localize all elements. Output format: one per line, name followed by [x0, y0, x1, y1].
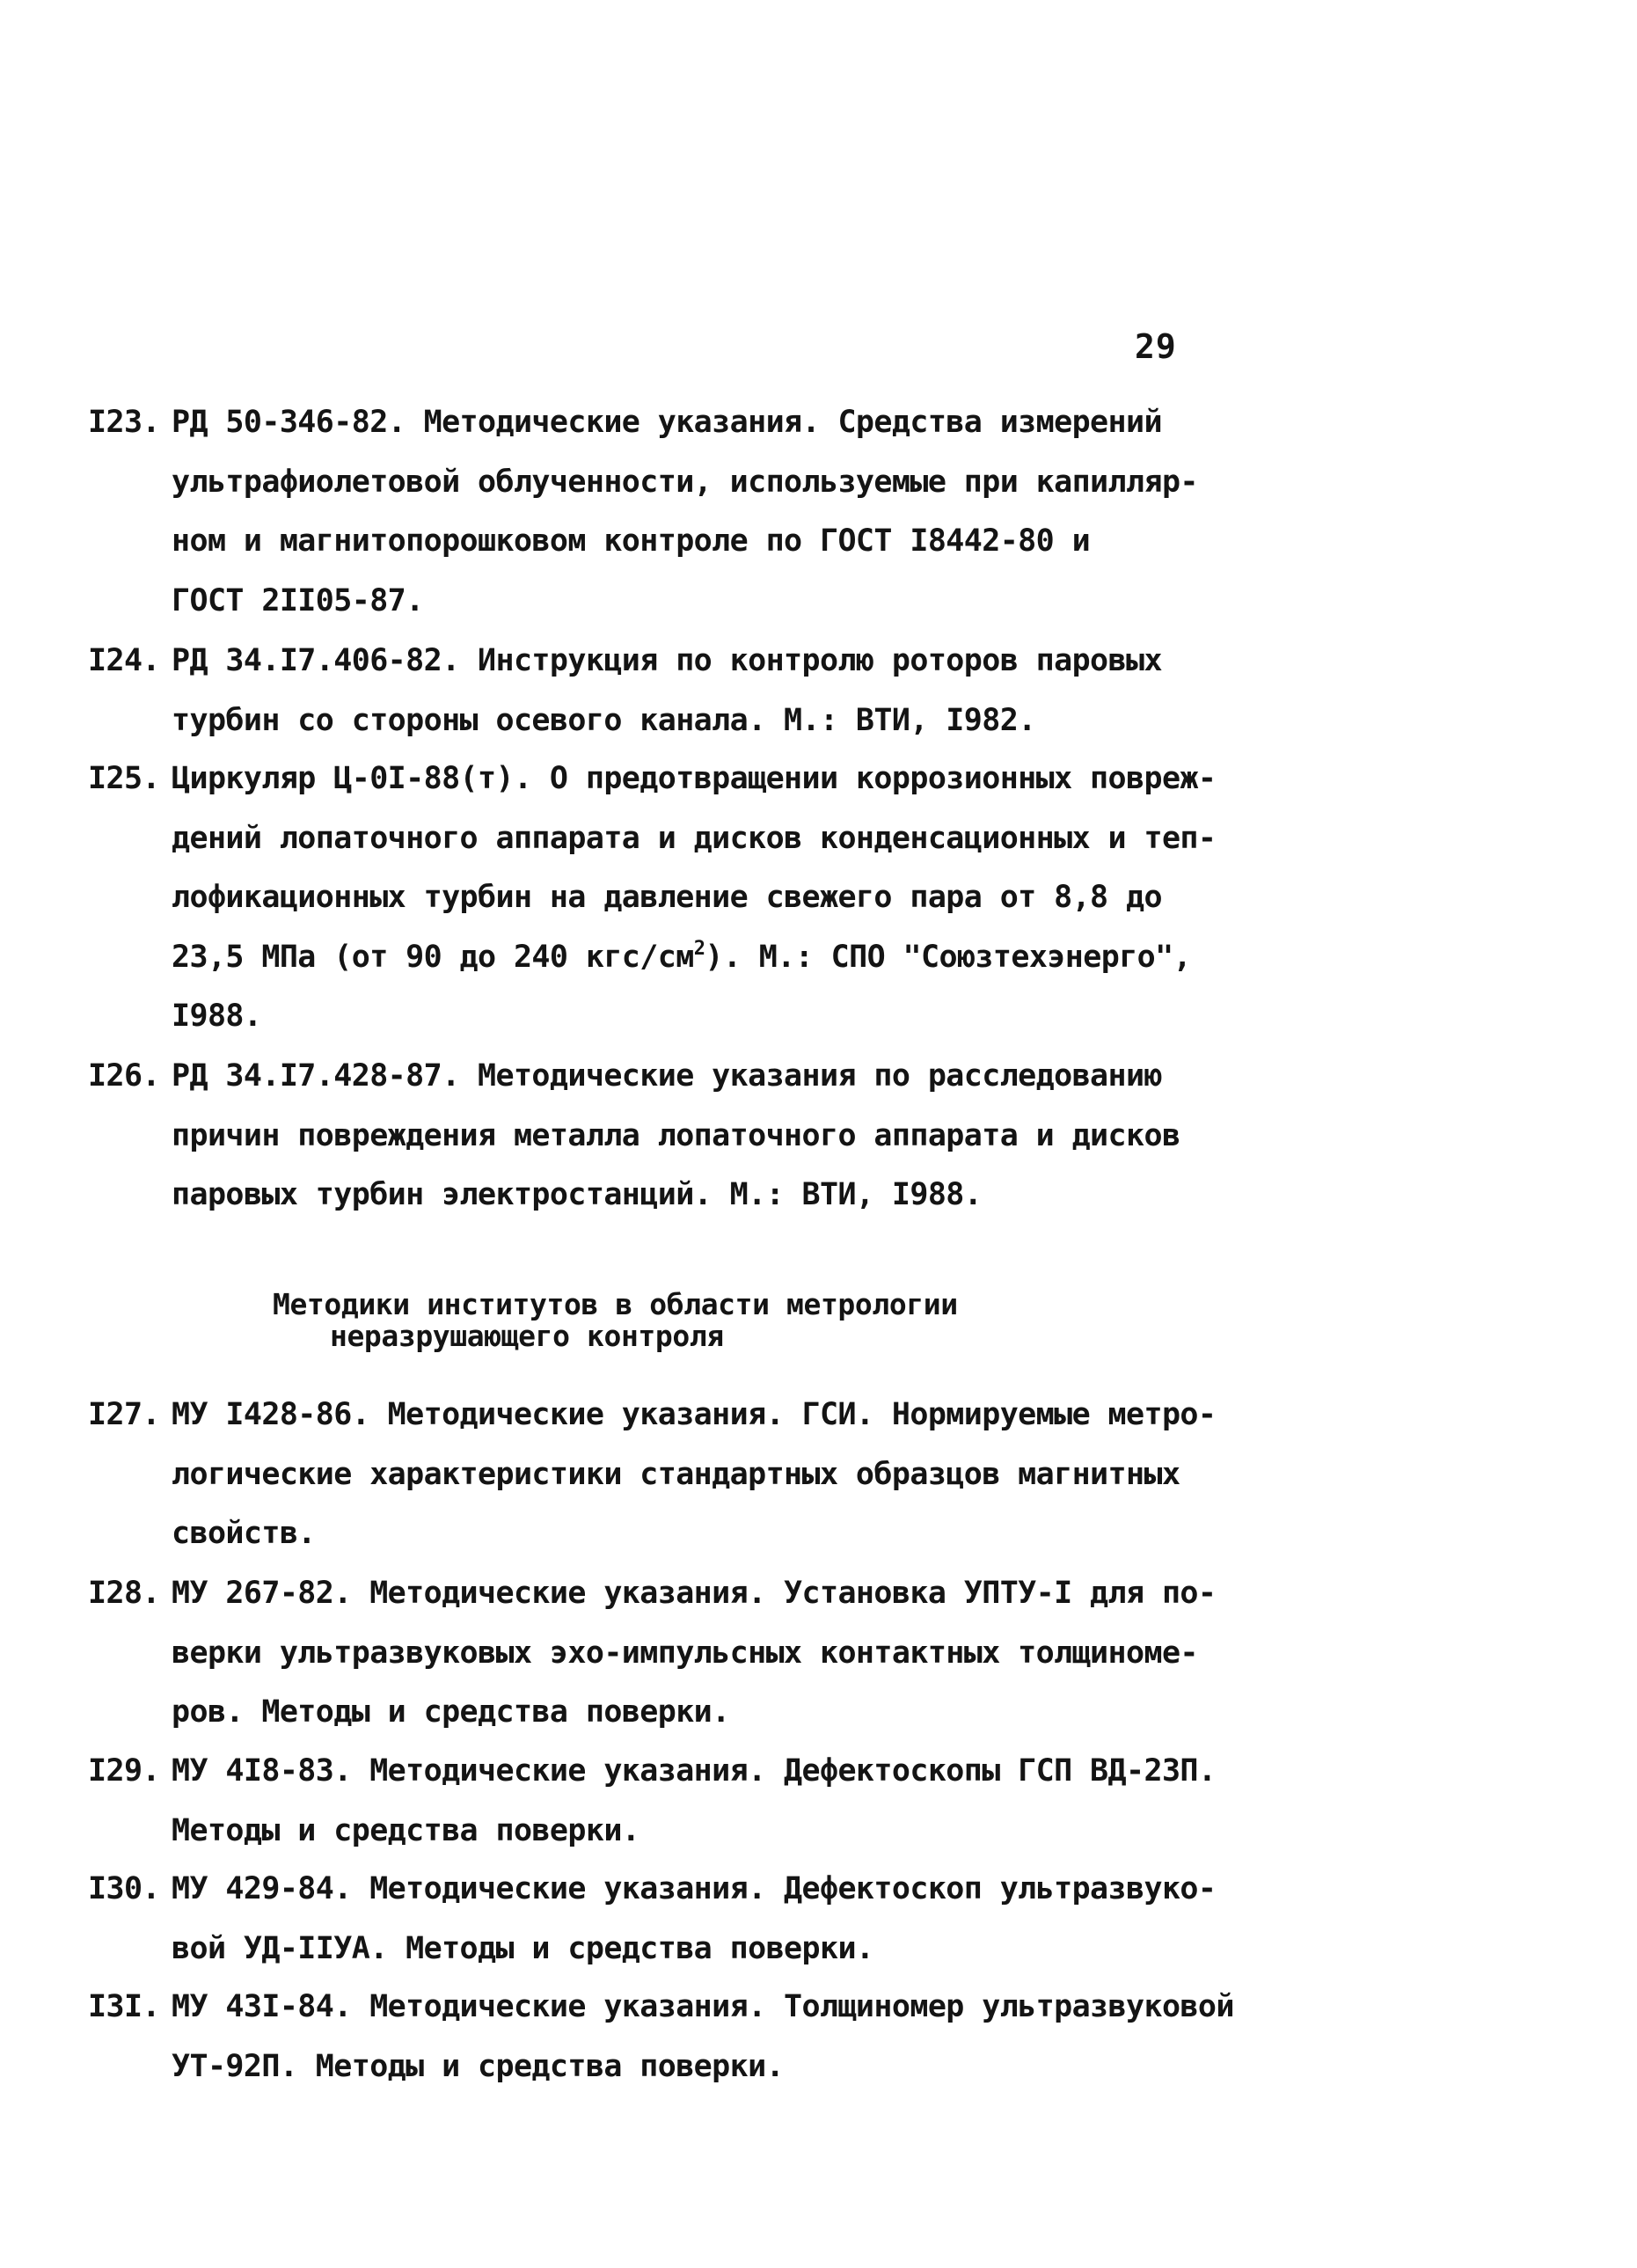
entry-line: свойств. — [172, 1516, 316, 1551]
reference-entry-127 — [88, 1386, 1249, 1564]
entry-number: I29. — [88, 1753, 160, 1789]
entry-number: I3I. — [88, 1989, 160, 2024]
entry-line: турбин со стороны осевого канала. М.: ВТИ, I982. — [172, 702, 1036, 738]
entry-line: ров. Методы и средства поверки. — [172, 1694, 730, 1730]
entry-line: ном и магнитопорошковом контроле по ГОСТ I8442-80 и — [172, 523, 1091, 559]
section-heading — [273, 1289, 1064, 1352]
entry-line: МУ 429-84. Методические указания. Дефектоскоп ультразвуко- — [172, 1871, 1217, 1906]
reference-entry-126 — [88, 1047, 1249, 1225]
reference-entry-124 — [88, 632, 1249, 750]
page-number: 29 — [1135, 327, 1177, 366]
entry-line: РД 34.I7.406-82. Инструкция по контролю роторов паровых — [172, 643, 1162, 678]
superscript: 2 — [693, 937, 705, 960]
entry-number: I30. — [88, 1871, 160, 1906]
reference-entry-131 — [88, 1978, 1249, 2096]
section-heading-line: Методики институтов в области метрологии — [273, 1287, 958, 1321]
entry-number: I24. — [88, 643, 160, 678]
entry-line: ультрафиолетовой облученности, используемые при капилляр- — [172, 464, 1198, 500]
entry-line: РД 34.I7.428-87. Методические указания по расследованию — [172, 1058, 1162, 1094]
entry-line: МУ 267-82. Методические указания. Установка УПТУ-I для по- — [172, 1576, 1217, 1611]
entry-line: МУ 43I-84. Методические указания. Толщиномер ультразвуковой — [172, 1989, 1234, 2024]
entry-line: вой УД-IIУА. Методы и средства поверки. — [172, 1930, 874, 1966]
entry-number: I23. — [88, 405, 160, 440]
reference-entry-130 — [88, 1860, 1249, 1979]
entry-line: верки ультразвуковых эхо-импульсных контактных толщиноме- — [172, 1635, 1198, 1671]
entry-line-part: ). М.: СПО "Союзтехэнерго", — [705, 939, 1192, 975]
reference-entry-129 — [88, 1742, 1249, 1861]
reference-entry-125 — [88, 750, 1249, 1047]
entry-line: УТ-92П. Методы и средства поверки. — [172, 2048, 785, 2084]
entry-line: I988. — [172, 999, 262, 1034]
entry-line: РД 50-346-82. Методические указания. Средства измерений — [172, 405, 1162, 440]
entry-number: I27. — [88, 1397, 160, 1432]
entry-number: I25. — [88, 761, 160, 796]
entry-line-with-superscript — [172, 928, 1249, 988]
entry-line: Циркуляр Ц-0I-88(т). О предотвращении коррозионных повреж- — [172, 761, 1217, 796]
entry-line: паровых турбин электростанций. М.: ВТИ, I988. — [172, 1177, 983, 1212]
entry-number: I26. — [88, 1058, 160, 1094]
entry-number: I28. — [88, 1576, 160, 1611]
reference-entry-123 — [88, 393, 1249, 631]
entry-line: логические характеристики стандартных образцов магнитных — [172, 1456, 1180, 1492]
entry-line: МУ 4I8-83. Методические указания. Дефектоскопы ГСП ВД-23П. — [172, 1753, 1217, 1789]
entry-line-part: 23,5 МПа (от 90 до 240 кгс/см — [172, 939, 694, 975]
entry-line: МУ I428-86. Методические указания. ГСИ. Нормируемые метро- — [172, 1397, 1217, 1432]
reference-entry-128 — [88, 1564, 1249, 1743]
entry-line: дений лопаточного аппарата и дисков конденсационных и теп- — [172, 820, 1217, 856]
entry-line: лофикационных турбин на давление свежего пара от 8,8 до — [172, 880, 1162, 915]
entry-line: Методы и средства поверки. — [172, 1812, 640, 1848]
section-heading-line: неразрушающего контроля — [330, 1319, 724, 1353]
entry-line: причин повреждения металла лопаточного аппарата и дисков — [172, 1117, 1180, 1153]
entry-line: ГОСТ 2II05-87. — [172, 582, 424, 618]
